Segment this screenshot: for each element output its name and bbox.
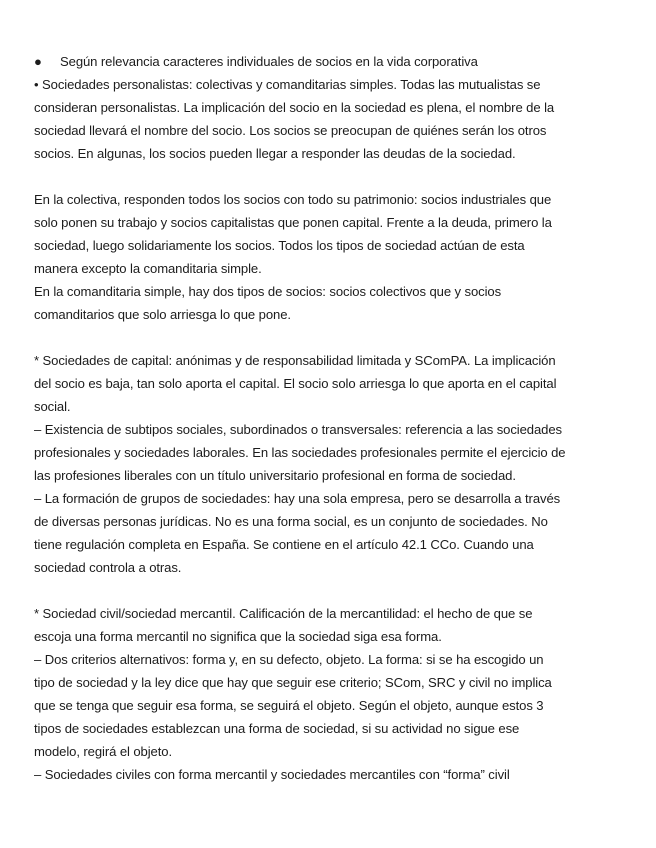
text-line: que se tenga que seguir esa forma, se seguirá el objeto. Según el objeto, aunque estos 3 <box>34 698 544 713</box>
text-line: modelo, regirá el objeto. <box>34 744 172 759</box>
document-page <box>34 50 634 786</box>
text-line: * Sociedades de capital: anónimas y de responsabilidad limitada y SComPA. La implicación <box>34 353 556 368</box>
paragraph <box>34 602 634 786</box>
text-line: profesionales y sociedades laborales. En las sociedades profesionales permite el ejercicio de <box>34 445 566 460</box>
text-line: – La formación de grupos de sociedades: hay una sola empresa, pero se desarrolla a través <box>34 491 561 506</box>
text-line: consideran personalistas. La implicación del socio en la sociedad es plena, el nombre de la <box>34 100 555 115</box>
paragraph-gap <box>34 326 634 349</box>
paragraph <box>34 73 634 165</box>
text-line: – Existencia de subtipos sociales, subordinados o transversales: referencia a las sociedades <box>34 422 562 437</box>
text-line: – Sociedades civiles con forma mercantil y sociedades mercantiles con “forma” civil <box>34 767 510 782</box>
paragraph <box>34 349 634 579</box>
bullet-icon: ● <box>34 54 42 69</box>
text-line: tipos de sociedades establezcan una forma de sociedad, si su actividad no sigue ese <box>34 721 520 736</box>
text-line: sociedad controla a otras. <box>34 560 182 575</box>
paragraph-gap <box>34 579 634 602</box>
text-line: social. <box>34 399 71 414</box>
text-line: del socio es baja, tan solo aporta el capital. El socio solo arriesga lo que aporta en el capital <box>34 376 557 391</box>
text-line: socios. En algunas, los socios pueden llegar a responder las deudas de la sociedad. <box>34 146 516 161</box>
text-line: tipo de sociedad y la ley dice que hay que seguir ese criterio; SCom, SRC y civil no implica <box>34 675 552 690</box>
heading-bullet-line <box>34 50 634 73</box>
paragraph <box>34 188 634 326</box>
text-line: En la comanditaria simple, hay dos tipos de socios: socios colectivos que y socios <box>34 284 502 299</box>
paragraphs-container <box>34 73 634 786</box>
text-line: tiene regulación completa en España. Se contiene en el artículo 42.1 CCo. Cuando una <box>34 537 534 552</box>
text-line: sociedad, luego solidariamente los socios. Todos los tipos de sociedad actúan de esta <box>34 238 525 253</box>
heading-text: Según relevancia caracteres individuales de socios en la vida corporativa <box>60 54 478 69</box>
text-line: * Sociedad civil/sociedad mercantil. Calificación de la mercantilidad: el hecho de que se <box>34 606 533 621</box>
text-line: • Sociedades personalistas: colectivas y comanditarias simples. Todas las mutualistas se <box>34 77 541 92</box>
text-line: comanditarios que solo arriesga lo que pone. <box>34 307 291 322</box>
text-line: las profesiones liberales con un título universitario profesional en forma de sociedad. <box>34 468 516 483</box>
text-line: sociedad llevará el nombre del socio. Los socios se preocupan de quiénes serán los otros <box>34 123 547 138</box>
text-line: escoja una forma mercantil no significa que la sociedad siga esa forma. <box>34 629 442 644</box>
text-line: de diversas personas jurídicas. No es una forma social, es un conjunto de sociedades. No <box>34 514 548 529</box>
text-line: solo ponen su trabajo y socios capitalistas que ponen capital. Frente a la deuda, primero la <box>34 215 552 230</box>
text-line: – Dos criterios alternativos: forma y, en su defecto, objeto. La forma: si se ha escogido un <box>34 652 544 667</box>
text-line: manera excepto la comanditaria simple. <box>34 261 262 276</box>
text-line: En la colectiva, responden todos los socios con todo su patrimonio: socios industriales que <box>34 192 552 207</box>
paragraph-gap <box>34 165 634 188</box>
